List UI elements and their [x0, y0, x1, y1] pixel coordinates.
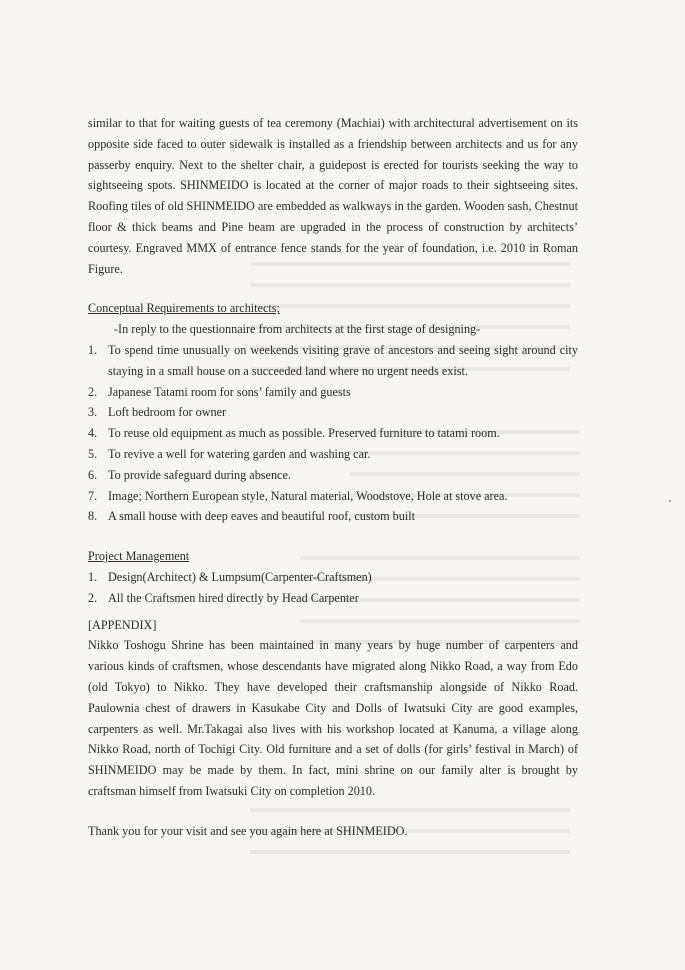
document-body: [88, 113, 578, 842]
list-item: [88, 444, 578, 465]
section-spacer: [88, 527, 578, 546]
list-text: To spend time unusually on weekends visiting grave of ancestors and seeing sight around city staying in a small house on a succeeded land where no urgent needs exist.: [108, 342, 578, 378]
list-number: 3.: [88, 405, 98, 420]
appendix-paragraph: Nikko Toshogu Shrine has been maintained in many years by huge number of carpenters and various kinds of craftsmen, whose descendants have migrated along Nikko Road, a way from Edo (old Tokyo) to Nikko. They have developed their craftsmanship alongside of Nikko Road. Paulownia chest of drawers in Kasukabe City and Dolls of Iwatsuki City are good examples, carpenters as well. Mr.Takagai also lives with his workshop located at Kanuma, a village along Nikko Road, north of Tochigi City. Old furniture and a set of dolls (for girls’ festival in March) of SHINMEIDO may be made by them. In fact, mini shrine on our family alter is brought by craftsman himself from Iwatsuki City on completion 2010.: [88, 638, 578, 798]
list-text: Design(Architect) & Lumpsum(Carpenter-Craftsmen): [108, 569, 372, 584]
list-item: [88, 588, 578, 609]
list-text: All the Craftsmen hired directly by Head Carpenter: [108, 590, 359, 605]
list-text: To provide safeguard during absence.: [108, 467, 291, 482]
list-number: 7.: [88, 488, 98, 503]
list-item: [88, 340, 578, 382]
project-management-heading: Project Management: [88, 549, 190, 564]
scan-speck: [669, 500, 671, 502]
list-text: Japanese Tatami room for sons’ family and guests: [108, 384, 351, 399]
list-number: 2.: [88, 384, 98, 399]
list-number: 4.: [88, 426, 98, 441]
list-number: 2.: [88, 590, 98, 605]
list-item: [88, 506, 578, 527]
section-spacer: [88, 279, 578, 298]
list-item: [88, 382, 578, 403]
requirements-list: [88, 340, 578, 527]
appendix-heading: [APPENDIX]: [88, 617, 157, 632]
list-item: [88, 423, 578, 444]
list-item: [88, 465, 578, 486]
list-text: Image; Northern European style, Natural material, Woodstove, Hole at stove area.: [108, 488, 508, 503]
list-number: 6.: [88, 467, 98, 482]
section-spacer: [88, 802, 578, 821]
list-number: 8.: [88, 509, 98, 524]
list-item: [88, 486, 578, 507]
intro-paragraph: similar to that for waiting guests of tea ceremony (Machiai) with architectural advertisement on its opposite side faced to outer sidewalk is installed as a friendship between architects and us for any passerby enquiry. Next to the shelter chair, a guidepost is erected for tourists seeking the way to sightseeing spots. SHINMEIDO is located at the corner of major roads to their sightseeing sites. Roofing tiles of old SHINMEIDO are embedded as walkways in the garden. Wooden sash, Chestnut floor & thick beams and Pine beam are upgraded in the process of construction by architects’ courtesy. Engraved MMX of entrance fence stands for the year of foundation, i.e. 2010 in Roman Figure.: [88, 116, 578, 276]
list-text: A small house with deep eaves and beautiful roof, custom built: [108, 509, 415, 524]
list-text: To reuse old equipment as much as possible. Preserved furniture to tatami room.: [108, 426, 500, 441]
list-item: [88, 402, 578, 423]
list-item: [88, 567, 578, 588]
requirements-heading: Conceptual Requirements to architects;: [88, 301, 280, 316]
closing-line: Thank you for your visit and see you again here at SHINMEIDO.: [88, 823, 408, 838]
list-number: 1.: [88, 342, 98, 357]
list-text: Loft bedroom for owner: [108, 405, 227, 420]
list-number: 5.: [88, 446, 98, 461]
list-text: To revive a well for watering garden and washing car.: [108, 446, 371, 461]
project-management-list: [88, 567, 578, 609]
list-number: 1.: [88, 569, 98, 584]
requirements-subheading: -In reply to the questionnaire from architects at the first stage of designing-: [114, 322, 481, 337]
